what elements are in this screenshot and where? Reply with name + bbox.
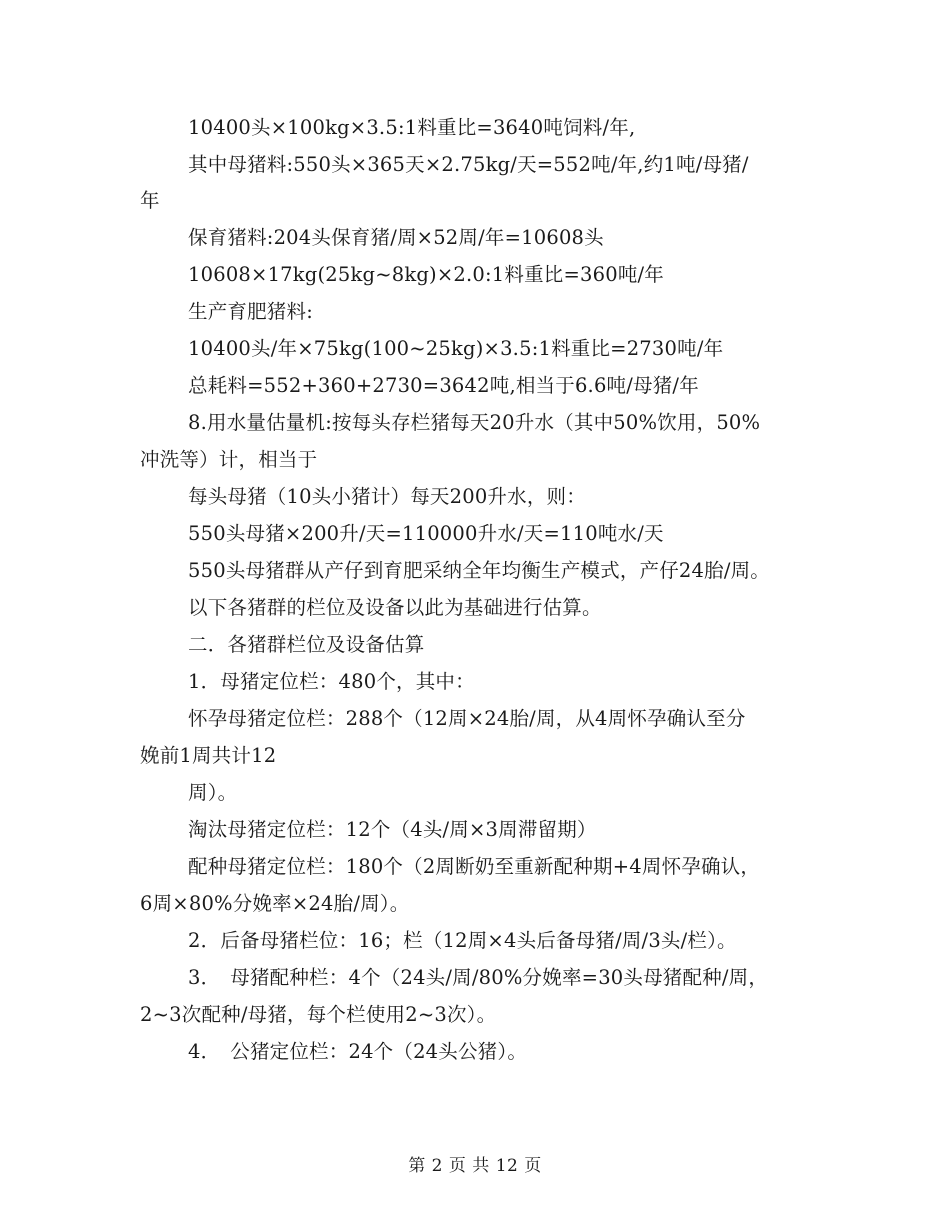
text-line: 保育猪料:204头保育猪/周×52周/年=10608头: [188, 226, 604, 249]
text-line: 2．后备母猪栏位：16；栏（12周×4头后备母猪/周/3头/栏）。: [188, 929, 737, 952]
text-line: 4． 公猪定位栏：24个（24头公猪）。: [188, 1040, 528, 1063]
text-line: 6周×80%分娩率×24胎/周）。: [140, 892, 410, 915]
text-line: 2~3次配种/母猪，每个栏使用2~3次）。: [140, 1003, 497, 1026]
text-line: 3． 母猪配种栏：4个（24头/周/80%分娩率=30头母猪配种/周，: [188, 966, 769, 989]
text-line: 1．母猪定位栏：480个，其中：: [188, 670, 475, 693]
text-line: 周）。: [188, 781, 238, 804]
text-line: 其中母猪料:550头×365天×2.75kg/天=552吨/年,约1吨/母猪/: [188, 153, 749, 176]
text-line: 冲洗等）计，相当于: [140, 448, 318, 471]
text-line: 550头母猪群从产仔到育肥采纳全年均衡生产模式，产仔24胎/周。: [188, 559, 771, 582]
text-line: 550头母猪×200升/天=110000升水/天=110吨水/天: [188, 522, 664, 545]
text-line: 10400头×100kg×3.5:1料重比=3640吨饲料/年,: [188, 116, 636, 139]
text-line: 生产育肥猪料:: [188, 300, 313, 323]
text-line: 娩前1周共计12: [140, 744, 277, 767]
text-line: 10608×17kg(25kg~8kg)×2.0:1料重比=360吨/年: [188, 263, 665, 286]
text-line: 以下各猪群的栏位及设备以此为基础进行估算。: [188, 596, 602, 619]
text-line: 怀孕母猪定位栏：288个（12周×24胎/周，从4周怀孕确认至分: [188, 707, 746, 730]
text-line: 淘汰母猪定位栏：12个（4头/周×3周滞留期）: [188, 818, 597, 841]
text-line: 总耗料=552+360+2730=3642吨,相当于6.6吨/母猪/年: [188, 374, 699, 397]
text-line: 8.用水量估量机:按每头存栏猪每天20升水（其中50%饮用，50%: [188, 411, 761, 434]
text-line: 10400头/年×75kg(100~25kg)×3.5:1料重比=2730吨/年: [188, 337, 724, 360]
text-line: 配种母猪定位栏：180个（2周断奶至重新配种期+4周怀孕确认，: [188, 855, 761, 878]
text-line: 每头母猪（10头小猪计）每天200升水，则：: [188, 485, 586, 508]
section-heading: 二．各猪群栏位及设备估算: [188, 633, 425, 656]
page-number-footer: 第 2 页 共 12 页: [408, 1156, 542, 1176]
text-line: 年: [140, 189, 160, 212]
